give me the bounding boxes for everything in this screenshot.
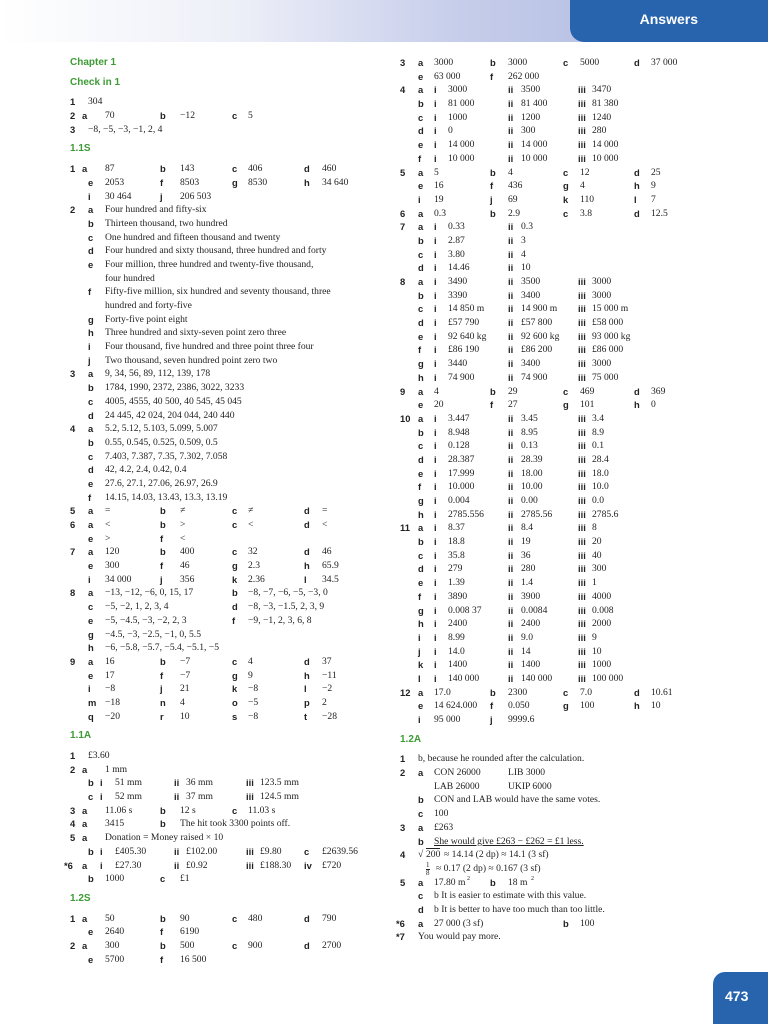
answer-row: d Four hundred and sixty thousand, three hundred and forty xyxy=(88,245,327,257)
answer-row: 2 a CON 26000 LIB 3000 xyxy=(400,767,546,779)
page-number-tab xyxy=(713,972,768,1024)
answer-row: f i 3890 ii 3900 iii 4000 xyxy=(418,590,612,602)
answer-row: 12 a 17.0 b 2300 c 7.0 d 10.61 xyxy=(400,686,673,698)
answer-row: e 16 f 436 g 4 h 9 xyxy=(418,180,656,192)
answer-row: g −4.5, −3, −2.5, −1, 0, 5.5 xyxy=(88,628,201,640)
answer-row: 6 a 0.3 b 2.9 c 3.8 d 12.5 xyxy=(400,207,668,219)
answer-row: l i 140 000 ii 140 000 iii 100 000 xyxy=(418,672,624,684)
answer-row: 1 a 87 b 143 c 406 d 460 xyxy=(70,163,337,175)
answer-row: b Thirteen thousand, two hundred xyxy=(88,217,228,229)
answer-row: e 2053 f 8503 g 8530 h 34 640 xyxy=(88,176,349,188)
answer-row: 5 a 17.80 m 2 b 18 m 2 xyxy=(400,875,534,888)
answer-row: e 20 f 27 g 101 h 0 xyxy=(418,399,656,411)
answer-row: d 42, 4.2, 2.4, 0.42, 0.4 xyxy=(88,464,187,476)
answer-row: d i 279 ii 280 iii 300 xyxy=(418,563,607,575)
answer-row: c i 3.80 ii 4 xyxy=(418,248,526,260)
answer-row: c i 0.128 ii 0.13 iii 0.1 xyxy=(418,440,604,452)
section-heading: 1.2A xyxy=(400,733,422,745)
answer-row: f i 10 000 ii 10 000 iii 10 000 xyxy=(418,152,619,164)
answer-row: 3 a 3000 b 3000 c 5000 d 37 000 xyxy=(400,57,678,68)
answer-row: f i £86 190 ii £86 200 iii £86 000 xyxy=(418,344,624,356)
answer-row: f Fifty-five million, six hundred and seventy thousand, three xyxy=(88,286,331,298)
answer-row: 3 a 11.06 s b 12 s c 11.03 s xyxy=(70,804,276,816)
answer-row: e Four million, three hundred and twenty-five thousand, xyxy=(88,258,314,270)
answer-row: h i 2785.556 ii 2785.56 iii 2785.6 xyxy=(418,508,619,520)
answer-row: d i 14.46 ii 10 xyxy=(418,262,531,274)
answer-row: e 300 f 46 g 2.3 h 65.9 xyxy=(88,560,339,572)
answer-row: e > f < xyxy=(88,532,186,544)
answer-row: 4 a i 3000 ii 3500 iii 3470 xyxy=(400,84,612,96)
header-title: Answers xyxy=(639,11,698,27)
answer-row: 3 −8, −5, −3, −1, 2, 4 xyxy=(70,123,163,135)
answer-row: c −5, −2, 1, 2, 3, 4 d −8, −3, −1.5, 2, 3, 9 xyxy=(88,601,325,613)
chapter-heading: Chapter 1 xyxy=(70,57,117,68)
answer-row: 2 a 1 mm xyxy=(70,763,128,775)
answer-row: 11 a i 8.37 ii 8.4 iii 8 xyxy=(400,522,597,534)
answer-row: e 27.6, 27.1, 27.06, 26.97, 26.9 xyxy=(88,477,218,489)
answer-row: 1 £3.60 xyxy=(70,750,110,761)
section-heading: 1.2S xyxy=(70,892,91,904)
answer-row: c i 1000 ii 1200 iii 1240 xyxy=(418,111,612,123)
answer-row: c i 52 mm ii 37 mm iii 124.5 mm xyxy=(88,791,299,803)
answer-row: e 17 f −7 g 9 h −11 xyxy=(88,669,337,681)
answer-row: 9 a 4 b 29 c 469 d 369 xyxy=(400,385,666,397)
answer-row: 5 a 5 b 4 c 12 d 25 xyxy=(400,166,661,178)
answer-row: e i 92 640 kg ii 92 600 kg iii 93 000 kg xyxy=(418,330,631,342)
answer-row: e i 14 000 ii 14 000 iii 14 000 xyxy=(418,139,619,151)
answer-row: i −8 j 21 k −8 l −2 xyxy=(88,683,333,695)
answer-row: b i 2.87 ii 3 xyxy=(418,234,526,246)
answer-row: g i 3440 ii 3400 iii 3000 xyxy=(418,358,612,370)
answer-row: i 95 000 j 9999.6 xyxy=(418,714,535,725)
answer-row: i 34 000 j 356 k 2.36 l 34.5 xyxy=(88,573,339,585)
answer-row: c i 35.8 ii 36 iii 40 xyxy=(418,549,602,561)
answer-row: 5 a = b ≠ c ≠ d = xyxy=(70,505,328,517)
answer-row: h −6, −5.8, −5.7, −5.4, −5.1, −5 xyxy=(88,642,220,654)
answer-row: q −20 r 10 s −8 t −28 xyxy=(88,710,338,722)
answer-row: g i 0.004 ii 0.00 iii 0.0 xyxy=(418,495,604,506)
answer-row: b 1000 c £1 xyxy=(88,873,190,885)
answer-row: b 0.55, 0.545, 0.525, 0.509, 0.5 xyxy=(88,436,218,448)
answer-row: d 24 445, 42 024, 204 044, 240 440 xyxy=(88,409,235,421)
left-column xyxy=(64,56,390,966)
answer-row: g i 0.008 37 ii 0.0084 iii 0.008 xyxy=(418,604,614,616)
answer-row: d i 0 ii 300 iii 280 xyxy=(418,125,607,137)
answer-row: e i 17.999 ii 18.00 iii 18.0 xyxy=(418,467,609,479)
answer-row: b i 51 mm ii 36 mm iii 123.5 mm xyxy=(88,777,299,789)
answer-row: d b It is better to have too much than too little. xyxy=(418,903,605,915)
answer-row: j Two thousand, seven hundred point zero two xyxy=(88,354,278,366)
answer-row: 6 a < b > c < d < xyxy=(70,519,328,530)
answer-row: c One hundred and fifteen thousand and twenty xyxy=(88,231,281,243)
section-heading: Check in 1 xyxy=(70,76,121,88)
answer-row: e 2640 f 6190 xyxy=(88,926,200,938)
answer-row: 10 a i 3.447 ii 3.45 iii 3.4 xyxy=(400,412,604,424)
section-heading: 1.1S xyxy=(70,143,91,155)
answer-row: 4 a 5.2, 5.12, 5.103, 5.099, 5.007 xyxy=(70,423,218,435)
answer-row: d i £57 790 ii £57 800 iii £58 000 xyxy=(418,317,624,329)
square-root-icon: √ xyxy=(418,849,424,861)
answer-row: e 63 000 f 262 000 xyxy=(418,70,540,82)
answer-row: m −18 n 4 o −5 p 2 xyxy=(88,696,327,708)
answer-row: 9 a 16 b −7 c 4 d 37 xyxy=(70,655,332,667)
answer-row: b i 81 000 ii 81 400 iii 81 380 xyxy=(418,98,619,110)
answer-row: 2 a 300 b 500 c 900 d 2700 xyxy=(70,939,342,951)
answer-row: 4 √ 200 ≈ 14.14 (2 dp) ≈ 14.1 (3 sf) xyxy=(400,849,549,861)
answer-row: 3 a £263 xyxy=(400,821,454,833)
answer-row: i 30 464 j 206 503 xyxy=(88,190,212,202)
section-heading: 1.1A xyxy=(70,730,92,742)
answer-row: c 7.403, 7.387, 7.35, 7.302, 7.058 xyxy=(88,450,228,462)
answer-row: b i 8.948 ii 8.95 iii 8.9 xyxy=(418,426,604,438)
answer-row: c i 14 850 m ii 14 900 m iii 15 000 m xyxy=(418,303,629,315)
answer-row: i 19 j 69 k 110 l 7 xyxy=(418,193,656,205)
answer-row: b She would give £263 − £262 = £1 less. xyxy=(418,835,584,847)
answer-row: *7 You would pay more. xyxy=(396,931,501,943)
answer-row: 7 a 120 b 400 c 32 d 46 xyxy=(70,546,332,558)
answer-row: h i 74 900 ii 74 900 iii 75 000 xyxy=(418,371,619,383)
answer-row: b i 3390 ii 3400 iii 3000 xyxy=(418,289,612,301)
answer-row: 1 304 xyxy=(70,96,103,108)
answer-row: f i 10.000 ii 10.00 iii 10.0 xyxy=(418,481,609,493)
answer-row: e 5700 f 16 500 xyxy=(88,953,207,965)
answer-row: c 100 xyxy=(418,808,449,820)
answer-row: e −5, −4.5, −3, −2, 2, 3 f −9, −1, 2, 3, 6, 8 xyxy=(88,614,312,626)
answer-row: j i 14.0 ii 14 iii 10 xyxy=(418,645,602,657)
answer-row: 5 a Donation = Money raised × 10 xyxy=(70,832,224,844)
answer-row: 3 a 9, 34, 56, 89, 112, 139, 178 xyxy=(70,368,211,380)
answer-row: four hundred xyxy=(105,272,155,284)
answer-row: 8 a −13, −12, −6, 0, 15, 17 b −8, −7, −6, −5, −3, 0 xyxy=(70,587,328,599)
answer-row: e 14 624.000 f 0.050 g 100 h 10 xyxy=(418,700,661,712)
page-number: 473 xyxy=(725,988,749,1004)
answer-row: 2 a Four hundred and fifty-six xyxy=(70,204,207,216)
answer-row: *6 a 27 000 (3 sf) b 100 xyxy=(396,917,595,929)
answer-row: b i 18.8 ii 19 iii 20 xyxy=(418,536,602,548)
answer-row: h i 2400 ii 2400 iii 2000 xyxy=(418,618,612,630)
answer-row: f 14.15, 14.03, 13.43, 13.3, 13.19 xyxy=(88,491,228,503)
answer-row: *6 a i £27.30 ii £0.92 iii £188.30 iv £720 xyxy=(64,859,342,871)
answer-row: 1 a 50 b 90 c 480 d 790 xyxy=(70,912,337,924)
answer-row: 4 a 3415 b The hit took 3300 points off. xyxy=(70,818,291,830)
answer-row: 7 a i 0.33 ii 0.3 xyxy=(400,221,533,233)
answer-row: b CON and LAB would have the same votes. xyxy=(418,794,601,806)
answer-row: h Three hundred and sixty-seven point zero three xyxy=(88,327,287,339)
answer-row: d i 28.387 ii 28.39 iii 28.4 xyxy=(418,453,609,465)
answer-row: b i £405.30 ii £102.00 iii £9.80 c £2639.56 xyxy=(88,845,358,857)
answers-tab xyxy=(570,0,768,42)
answer-row: i Four thousand, five hundred and three point three four xyxy=(88,341,314,353)
right-column xyxy=(396,56,700,944)
answer-row: hundred and forty-five xyxy=(105,300,192,311)
answer-row: i i 8.99 ii 9.0 iii 9 xyxy=(418,631,597,643)
answer-row: c b It is easier to estimate with this value. xyxy=(418,890,587,902)
answer-row: c 4005, 4555, 40 500, 40 545, 45 045 xyxy=(88,395,242,407)
answer-row: g Forty-five point eight xyxy=(88,313,188,325)
answer-row: k i 1400 ii 1400 iii 1000 xyxy=(418,659,612,671)
answer-row: b 1784, 1990, 2372, 2386, 3022, 3233 xyxy=(88,382,245,394)
answer-row: 1 8 ≈ 0.17 (2 dp) ≈ 0.167 (3 sf) xyxy=(426,860,541,877)
answer-row: LAB 26000 UKIP 6000 xyxy=(434,780,552,792)
answer-row: 1 b, because he rounded after the calculation. xyxy=(400,753,585,765)
answer-row: 8 a i 3490 ii 3500 iii 3000 xyxy=(400,276,612,287)
answer-row: 2 a 70 b −12 c 5 xyxy=(70,110,253,122)
answer-row: e i 1.39 ii 1.4 iii 1 xyxy=(418,577,597,589)
